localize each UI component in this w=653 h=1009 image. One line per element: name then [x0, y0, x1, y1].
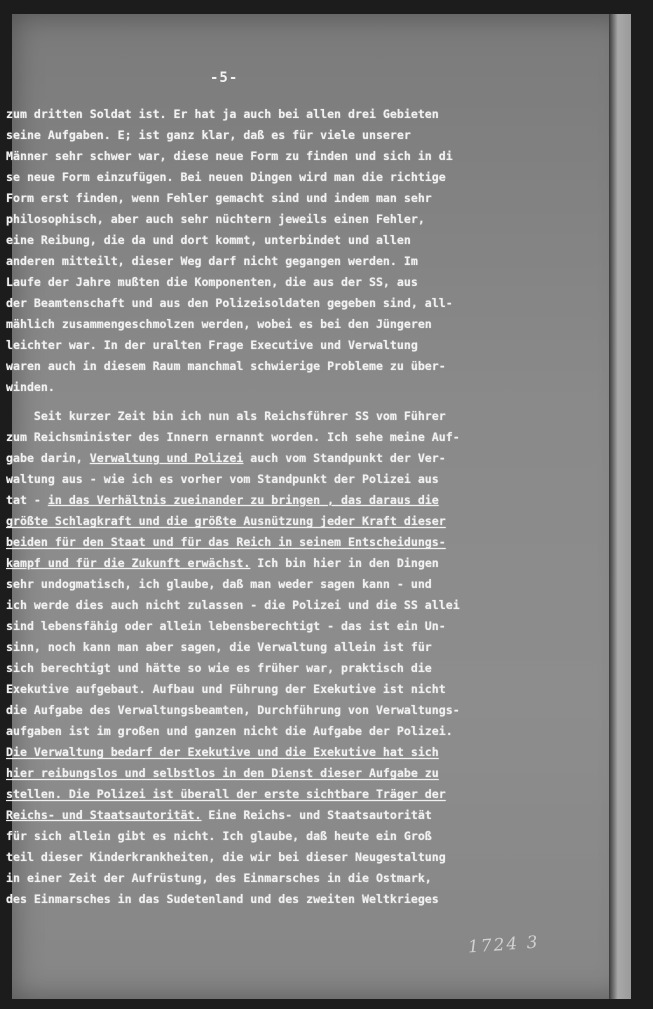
- text-line-underlined: [6, 742, 596, 763]
- typewritten-text: [6, 104, 596, 910]
- text-line: sind lebensfähig oder allein lebensberechtigt - das ist ein Un-: [6, 619, 446, 633]
- text-line: sinn, noch kann man aber sagen, die Verwaltung allein ist für: [6, 640, 432, 654]
- handwritten-note: 1724 3: [467, 932, 541, 958]
- text-line: sich berechtigt und hätte so wie es früher war, praktisch die: [6, 661, 432, 675]
- text-line: Laufe der Jahre mußten die Komponenten, die aus der SS, aus: [6, 275, 418, 289]
- text-line: zum Reichsminister des Innern ernannt worden. Ich sehe meine Auf-: [6, 430, 460, 444]
- text-line: leichter war. In der uralten Frage Executive und Verwaltung: [6, 338, 418, 352]
- text-line: eine Reibung, die da und dort kommt, unterbindet und allen: [6, 233, 411, 247]
- text-line: die Aufgabe des Verwaltungsbeamten, Durchführung von Verwaltungs-: [6, 703, 460, 717]
- text-line-underlined: [6, 511, 596, 532]
- text-line: der Beamtenschaft und aus den Polizeisoldaten gegeben sind, all-: [6, 296, 453, 310]
- text-line-underlined: [6, 763, 596, 784]
- text-line: aufgaben ist im großen und ganzen nicht die Aufgabe der Polizei.: [6, 724, 453, 738]
- text-line: Exekutive aufgebaut. Aufbau und Führung der Exekutive ist nicht: [6, 682, 446, 696]
- text-line: zum dritten Soldat ist. Er hat ja auch bei allen drei Gebieten: [6, 107, 439, 121]
- text-line: winden.: [6, 380, 55, 394]
- text-line: waltung aus - wie ich es vorher vom Standpunkt der Polizei aus: [6, 472, 439, 486]
- text-line-underlined: tat - in das Verhältnis zueinander zu bringen , das daraus die: [6, 493, 439, 507]
- underlined-phrase: Verwaltung und Polizei: [89, 451, 244, 465]
- text-line: in einer Zeit der Aufrüstung, des Einmarsches in die Ostmark,: [6, 871, 432, 885]
- underlined-phrase: kampf und für die Zukunft erwächst.: [6, 556, 251, 570]
- text-line: philosophisch, aber auch sehr nüchtern jeweils einen Fehler,: [6, 212, 425, 226]
- underlined-phrase: stellen. Die Polizei ist überall der erste sichtbare Träger der: [6, 787, 446, 801]
- underlined-phrase: Reichs- und Staatsautorität.: [6, 808, 202, 822]
- underlined-phrase: Die Verwaltung bedarf der Exekutive und die Exekutive hat sich: [6, 745, 439, 759]
- text-line: Männer sehr schwer war, diese neue Form zu finden und sich in di: [6, 149, 453, 163]
- underlined-phrase: beiden für den Staat und für das Reich in seinem Entscheidungs-: [6, 535, 446, 549]
- text-line: sehr undogmatisch, ich glaube, daß man weder sagen kann - und: [6, 577, 432, 591]
- text-line-underlined: Reichs- und Staatsautorität. Eine Reichs- und Staatsautorität: [6, 808, 432, 822]
- underlined-phrase: in das Verhältnis zueinander zu bringen , das daraus die: [47, 493, 439, 507]
- text-line-underlined: [6, 532, 596, 553]
- text-line: anderen mitteilt, dieser Weg darf nicht gegangen werden. Im: [6, 254, 418, 268]
- underlined-phrase: hier reibungslos und selbstlos in den Dienst dieser Aufgabe zu: [6, 766, 439, 780]
- text-line: für sich allein gibt es nicht. Ich glaube, daß heute ein Groß: [6, 829, 432, 843]
- text-line: ich werde dies auch nicht zulassen - die Polizei und die SS allei: [6, 598, 460, 612]
- page-edge: [609, 14, 631, 999]
- text-line: se neue Form einzufügen. Bei neuen Dingen wird man die richtige: [6, 170, 446, 184]
- underlined-phrase: größte Schlagkraft und die größte Ausnützung jeder Kraft dieser: [6, 514, 446, 528]
- paragraph-2: [6, 406, 596, 910]
- text-line: waren auch in diesem Raum manchmal schwierige Probleme zu über-: [6, 359, 446, 373]
- text-line: Seit kurzer Zeit bin ich nun als Reichsführer SS vom Führer: [6, 409, 446, 423]
- page-number: -5-: [210, 70, 239, 86]
- text-line: seine Aufgaben. E; ist ganz klar, daß es für viele unserer: [6, 128, 411, 142]
- paragraph-1: [6, 104, 596, 398]
- text-line-underlined: gabe darin, Verwaltung und Polizei auch vom Standpunkt der Ver-: [6, 451, 446, 465]
- text-line-underlined: [6, 784, 596, 805]
- text-line: teil dieser Kinderkrankheiten, die wir bei dieser Neugestaltung: [6, 850, 446, 864]
- text-line: Form erst finden, wenn Fehler gemacht sind und indem man sehr: [6, 191, 432, 205]
- text-line: des Einmarsches in das Sudetenland und des zweiten Weltkrieges: [6, 892, 439, 906]
- text-line: mählich zusammengeschmolzen werden, wobei es bei den Jüngeren: [6, 317, 432, 331]
- text-line-underlined: kampf und für die Zukunft erwächst. Ich bin hier in den Dingen: [6, 556, 439, 570]
